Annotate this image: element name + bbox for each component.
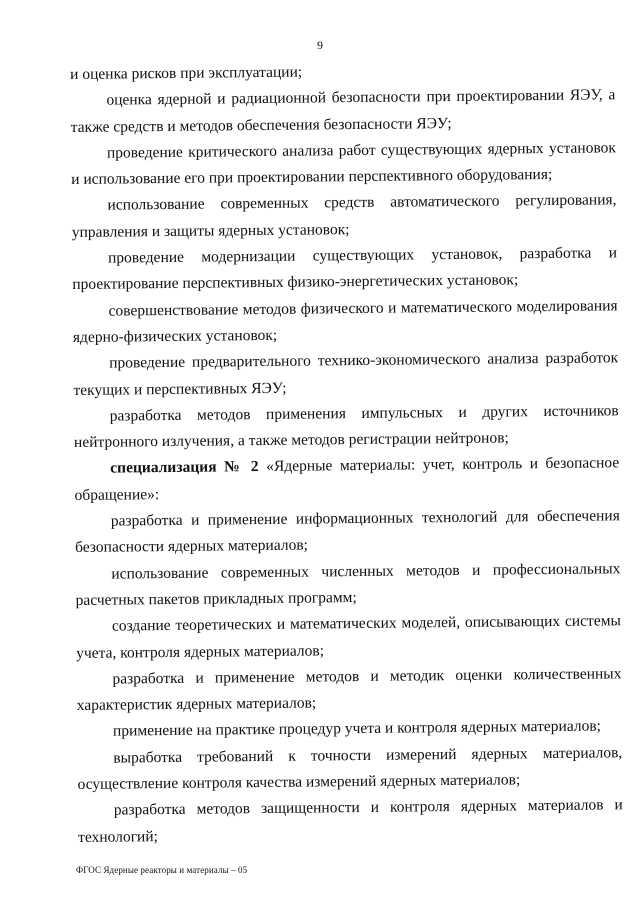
paragraph: разработка методов применения импульсных и других источников нейтронного излучения, а также методов регистрации нейтронов; [73,402,619,452]
paragraph: разработка и применение методов и методик оценки количественных характеристик ядерных материалов; [76,665,622,715]
paragraph: проведение предварительного технико-экономического анализа разработок текущих и перспективных ЯЭУ; [73,349,619,399]
paragraph: использование современных средств автоматического регулирования, управления и защиты ядерных установок; [71,191,617,241]
footer-note: ФГОС Ядерные реакторы и материалы – 05 [76,865,248,875]
document-body [70,56,623,851]
paragraph: использование современных численных методов и профессиональных расчетных пакетов прикладных программ; [75,559,621,609]
specialization-title: «Ядерные материалы: учет, контроль и безопасное обращение»: [74,454,620,504]
paragraph: разработка методов защищенности и контроля ядерных материалов и технологий; [78,796,623,846]
paragraph: проведение критического анализа работ существующих ядерных установок и использование его при проектировании перспективного оборудования; [71,139,617,189]
specialization-label: специализация № 2 [110,458,259,478]
paragraph: разработка и применение информационных технологий для обеспечения безопасности ядерных материалов; [74,507,620,557]
page-number: 9 [317,38,323,52]
paragraph: проведение модернизации существующих установок, разработка и проектирование перспективных физико-энергетических установок; [72,244,618,294]
paragraph: выработка требований к точности измерений ядерных материалов, осуществление контроля качества измерений ядерных материалов; [77,743,623,793]
paragraph: применение на практике процедур учета и контроля ядерных материалов; [112,717,602,741]
paragraph: создание теоретических и математических моделей, описывающих системы учета, контроля ядерных материалов; [76,612,621,662]
paragraph: оценка ядерной и радиационной безопасности при проектировании ЯЭУ, а также средств и методов обеспечения безопасности ЯЭУ; [70,86,616,136]
paragraph: совершенствование методов физического и математического моделирования ядерно-физических установок; [72,296,618,346]
paragraph: и оценка рисков при эксплуатации; [70,63,303,83]
specialization-heading-paragraph [74,451,620,509]
